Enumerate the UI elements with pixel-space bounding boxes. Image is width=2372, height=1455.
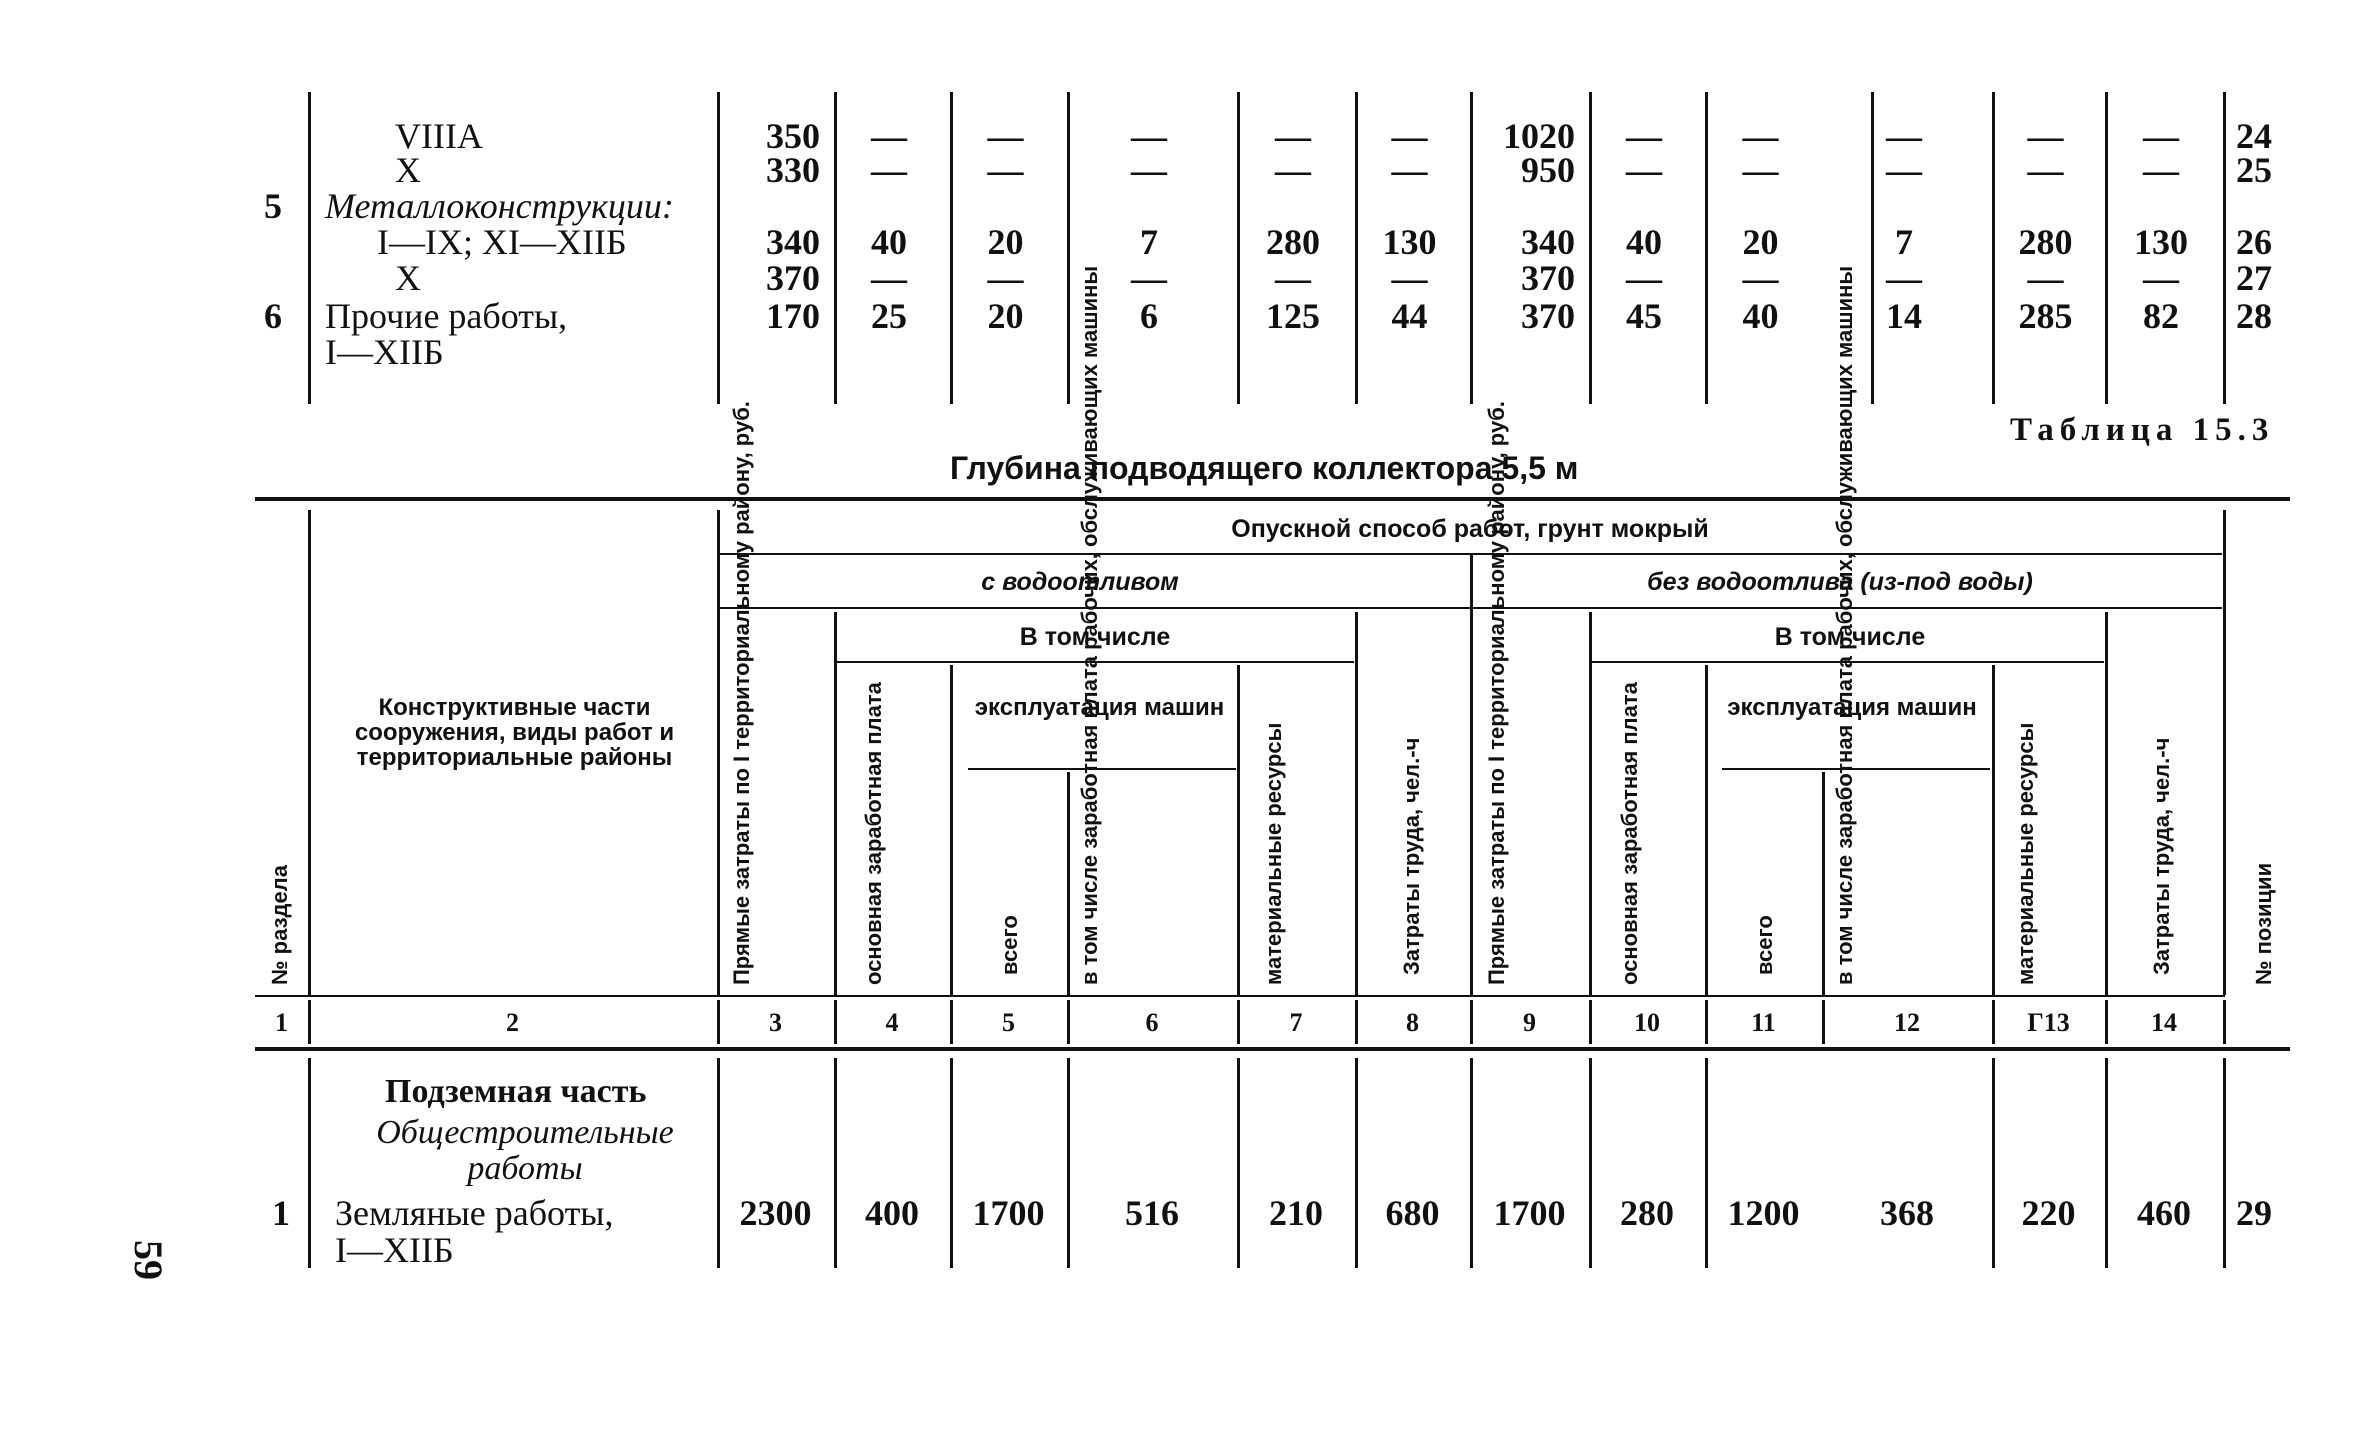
body-row-label: I—XIIБ [335,1230,454,1270]
body-row-label: Земляные работы, [335,1193,614,1233]
top-row-section: 5 [264,186,282,226]
top-table-cell: 6 [1140,296,1158,336]
page-number: 59 [126,1240,171,1280]
top-table-cell: — [1391,116,1428,156]
table-title: Глубина подводящего коллектора 5,5 м [950,450,1579,486]
top-table-cell: 130 [1382,222,1437,262]
top-table-cell: 350 [766,116,820,156]
body-row-cell: 680 [1385,1193,1440,1233]
header-method: Опускной способ работ, грунт мокрый [1231,515,1709,543]
column-number: 2 [506,1008,519,1037]
header-materials-a: материальные ресурсы [1261,722,1286,985]
top-row-label: X [395,258,421,298]
top-table-cell: — [1275,150,1311,190]
header-direct-b: Прямые затраты по I территориальному району, руб. [1484,401,1509,985]
column-number: Г13 [2027,1008,2070,1037]
header-parts: Конструктивные части сооружения, виды работ и территориальные районы [354,694,675,772]
top-table-cell: 45 [1626,296,1662,336]
top-table-cell: 330 [766,150,820,190]
top-table-cell: — [987,150,1024,190]
top-table-cell: — [2143,116,2179,156]
top-table-cell: 40 [1742,296,1779,336]
column-number: 10 [1634,1008,1660,1037]
top-table-position: 24 [2236,116,2272,156]
top-table-cell: 170 [766,296,820,336]
header-labor-b: Затраты труда, чел.-ч [2149,737,2174,975]
top-table-cell: — [1626,150,1662,190]
header-incl-a: В том числе [1019,623,1171,651]
top-table-cell: — [1131,258,1167,298]
header-position: № позиции [2251,862,2276,985]
top-table-cell: 20 [987,296,1024,336]
column-number: 11 [1751,1008,1776,1037]
body-row-cell: 1700 [972,1193,1045,1233]
header-wage-a: основная заработная плата [861,682,886,985]
top-row-section: 6 [264,296,282,336]
top-table-cell: 1020 [1503,116,1575,156]
header-total-b: всего [1752,915,1777,975]
top-table-cell: 370 [766,258,820,298]
top-table-cell: — [987,258,1024,298]
top-table-cell: — [987,116,1024,156]
top-table-position: 25 [2236,150,2272,190]
body-row-position: 29 [2236,1193,2272,1233]
top-table-cell: 340 [766,222,820,262]
column-number: 8 [1406,1008,1419,1037]
top-table-cell: 25 [871,296,907,336]
top-table-cell: 130 [2134,222,2188,262]
top-table-cell: — [1742,150,1779,190]
top-row-label: I—XIIБ [325,332,444,372]
top-table-cell: — [871,116,907,156]
body-row-cell: 1700 [1493,1193,1566,1233]
body-row-cell: 400 [865,1193,919,1233]
header-machines-b: эксплуатация машин [1727,694,1977,721]
column-number: 14 [2151,1008,2177,1037]
column-number: 5 [1002,1008,1015,1037]
top-table-cell: — [1886,150,1922,190]
top-table-cell: 370 [1521,296,1575,336]
top-table-cell: — [2143,258,2179,298]
top-table-cell: 14 [1886,296,1922,336]
header-labor-a: Затраты труда, чел.-ч [1399,737,1424,975]
top-table-cell: — [2027,150,2064,190]
top-table-cell: — [1131,150,1167,190]
top-table-cell: — [2027,116,2064,156]
top-table-cell: — [1391,258,1428,298]
top-table-position: 28 [2236,296,2272,336]
top-table-cell: 950 [1521,150,1575,190]
body-row-cell: 516 [1125,1193,1179,1233]
top-row-label: X [395,150,421,190]
top-table-cell: 40 [1626,222,1662,262]
column-number: 3 [769,1008,782,1037]
top-table-cell: — [1131,116,1167,156]
body-row-cell: 368 [1880,1193,1934,1233]
top-table-cell: 82 [2143,296,2179,336]
top-table-cell: 7 [1895,222,1913,262]
top-table-cell: — [1742,258,1779,298]
body-row-cell: 2300 [739,1193,812,1233]
top-table-cell: — [871,150,907,190]
top-table-cell: — [1626,116,1662,156]
column-number: 12 [1894,1008,1920,1037]
top-table-cell: 280 [2018,222,2073,262]
body-row-cell: 220 [2021,1193,2076,1233]
body-row-cell: 280 [1620,1193,1674,1233]
column-number: 6 [1145,1008,1159,1037]
body-row-cell: 210 [1269,1193,1323,1233]
header-incl-wage-b: в том числе заработная плата рабочих, обслуживающих машины [1832,265,1857,985]
body-row-cell: 460 [2137,1193,2191,1233]
top-table-cell: — [1275,258,1311,298]
top-table-cell: 20 [1742,222,1779,262]
column-number: 9 [1523,1008,1536,1037]
top-table-cell: 285 [2018,296,2073,336]
header-incl-b: В том числе [1774,623,1926,651]
top-table-cell: — [2027,258,2064,298]
top-row-label: I—IX; XI—XIIБ [377,222,627,262]
top-table-cell: — [1886,116,1922,156]
top-table-position: 26 [2236,222,2272,262]
top-table-cell: — [1626,258,1662,298]
top-table-cell: — [1275,116,1311,156]
top-table-position: 27 [2236,258,2272,298]
body-row-section: 1 [272,1193,290,1233]
top-table-cell: 340 [1521,222,1575,262]
top-table-cell: — [1391,150,1428,190]
header-incl-wage-a: в том числе заработная плата рабочих, обслуживающих машины [1077,265,1102,985]
top-table-cell: 44 [1391,296,1428,336]
top-table-cell: 280 [1266,222,1320,262]
column-number: 4 [885,1008,899,1037]
table-caption: Таблица 15.3 [2010,412,2275,448]
header-materials-b: материальные ресурсы [2013,722,2038,985]
top-table-cell: — [1886,258,1922,298]
column-number: 1 [275,1008,288,1037]
top-table-cell: — [2143,150,2179,190]
column-number: 7 [1289,1008,1303,1037]
header-group-b: без водоотлива (из-под воды) [1647,568,2033,596]
top-row-label: VIIIA [395,116,483,156]
top-table-cell: 370 [1521,258,1575,298]
header-wage-b: основная заработная плата [1617,682,1642,985]
top-table-cell: 20 [987,222,1024,262]
top-table-cell: 125 [1266,296,1320,336]
top-table-cell: — [871,258,907,298]
header-group-a: с водоотливом [981,568,1179,596]
body-row-cell: 1200 [1727,1193,1800,1233]
header-machines-a: эксплуатация машин [974,694,1225,721]
top-row-label: Металлоконструкции: [325,186,674,226]
header-direct-a: Прямые затраты по I территориальному району, руб. [729,401,754,985]
top-row-label: Прочие работы, [325,296,568,336]
body-heading-1: Подземная часть [385,1073,647,1110]
body-heading-2: Общестроительные работы [376,1114,674,1187]
top-table-cell: — [1742,116,1779,156]
header-section-no: № раздела [267,865,292,985]
top-table-cell: 7 [1140,222,1158,262]
header-total-a: всего [997,915,1022,975]
top-table-cell: 40 [871,222,907,262]
